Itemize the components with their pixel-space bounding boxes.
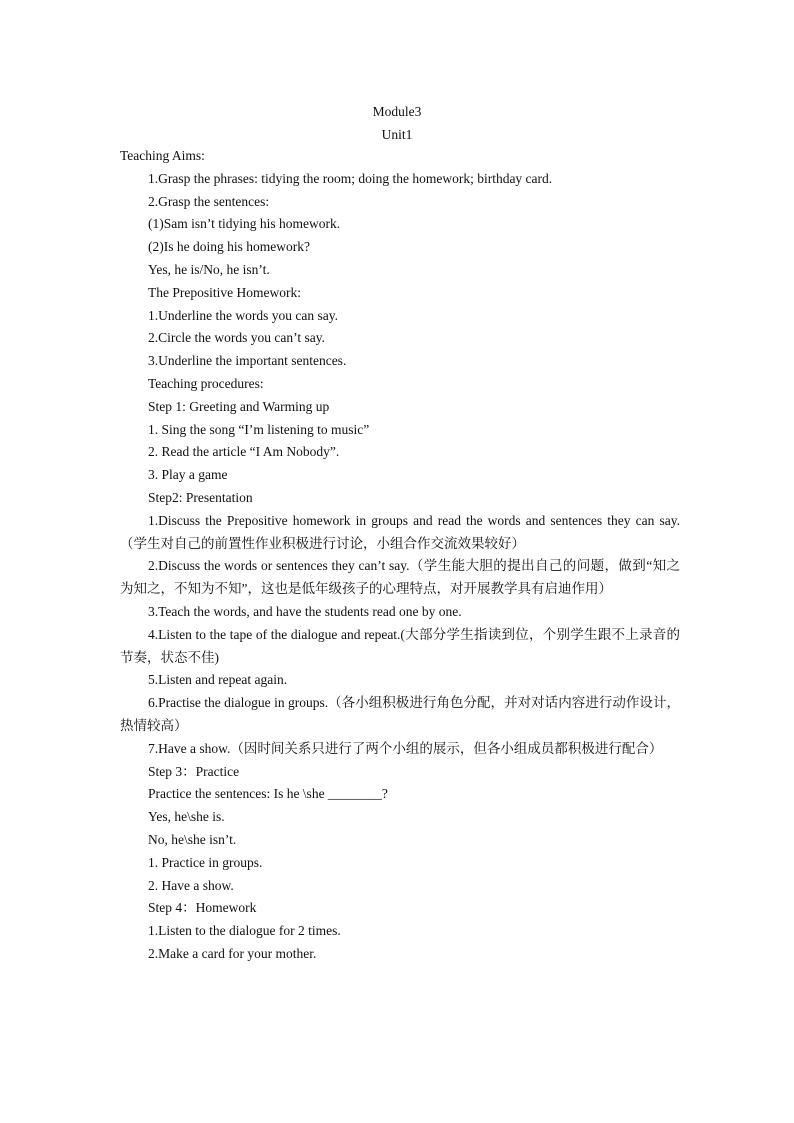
paragraph: 6.Practise the dialogue in groups.（各小组积极进行角色分配，并对对话内容进行动作设计，热情较高） xyxy=(120,695,680,733)
text-line: 1.Underline the words you can say. xyxy=(148,307,338,323)
text-line: 2. Read the article “I Am Nobody”. xyxy=(148,444,340,460)
text-line: (2)Is he doing his homework? xyxy=(148,239,310,255)
text-line: Step 3：Practice xyxy=(148,763,240,779)
text-line: 2.Grasp the sentences: xyxy=(148,193,270,209)
text-line: Teaching procedures: xyxy=(148,375,264,391)
text-line: 1.Grasp the phrases: tidying the room; doing the homework; birthday card. xyxy=(148,170,553,186)
text-line: 7.Have a show.（因时间关系只进行了两个小组的展示，但各小组成员都积极进行配合） xyxy=(148,740,663,756)
paragraph: 4.Listen to the tape of the dialogue and repeat.(大部分学生指读到位，个别学生跟不上录音的节奏，状态不佳) xyxy=(120,626,680,665)
text-line: (1)Sam isn’t tidying his homework. xyxy=(148,216,341,232)
text-line: Step 4：Homework xyxy=(148,900,257,916)
unit-title: Unit1 xyxy=(381,127,413,142)
text-line: The Prepositive Homework: xyxy=(148,284,301,300)
title-block xyxy=(0,100,794,146)
text-line: 2.Circle the words you can’t say. xyxy=(148,330,325,346)
text-line: Step 1: Greeting and Warming up xyxy=(148,398,330,414)
text-line: 3.Teach the words, and have the students read one by one. xyxy=(148,603,462,619)
paragraph: 2.Discuss the words or sentences they can’t say.（学生能大胆的提出自己的问题，做到“知之为知之，不知为不知”，这也是低年级孩子的心理特点，对开展教学具有启迪作用） xyxy=(120,558,680,597)
text-line: 3. Play a game xyxy=(148,467,228,483)
text-line: 1. Practice in groups. xyxy=(148,854,263,870)
text-line: 1. Sing the song “I’m listening to music” xyxy=(148,421,370,437)
text-line: Teaching Aims: xyxy=(120,148,205,163)
text-line: Yes, he\she is. xyxy=(148,809,225,825)
text-line: Practice the sentences: Is he \she ________? xyxy=(148,786,388,802)
text-line: Yes, he is/No, he isn’t. xyxy=(148,261,270,277)
text-line: No, he\she isn’t. xyxy=(148,831,237,847)
module-title: Module3 xyxy=(372,104,422,119)
lesson-plan-body xyxy=(120,145,680,966)
text-line: 3.Underline the important sentences. xyxy=(148,353,347,369)
paragraph: 1.Discuss the Prepositive homework in groups and read the words and sentences they can say.（学生对自己的前置性作业积极进行讨论，小组合作交流效果较好） xyxy=(120,512,680,551)
text-line: Step2: Presentation xyxy=(148,489,253,505)
text-line: 1.Listen to the dialogue for 2 times. xyxy=(148,923,341,939)
text-line: 5.Listen and repeat again. xyxy=(148,672,288,688)
text-line: 2. Have a show. xyxy=(148,877,234,893)
text-line: 2.Make a card for your mother. xyxy=(148,945,317,961)
